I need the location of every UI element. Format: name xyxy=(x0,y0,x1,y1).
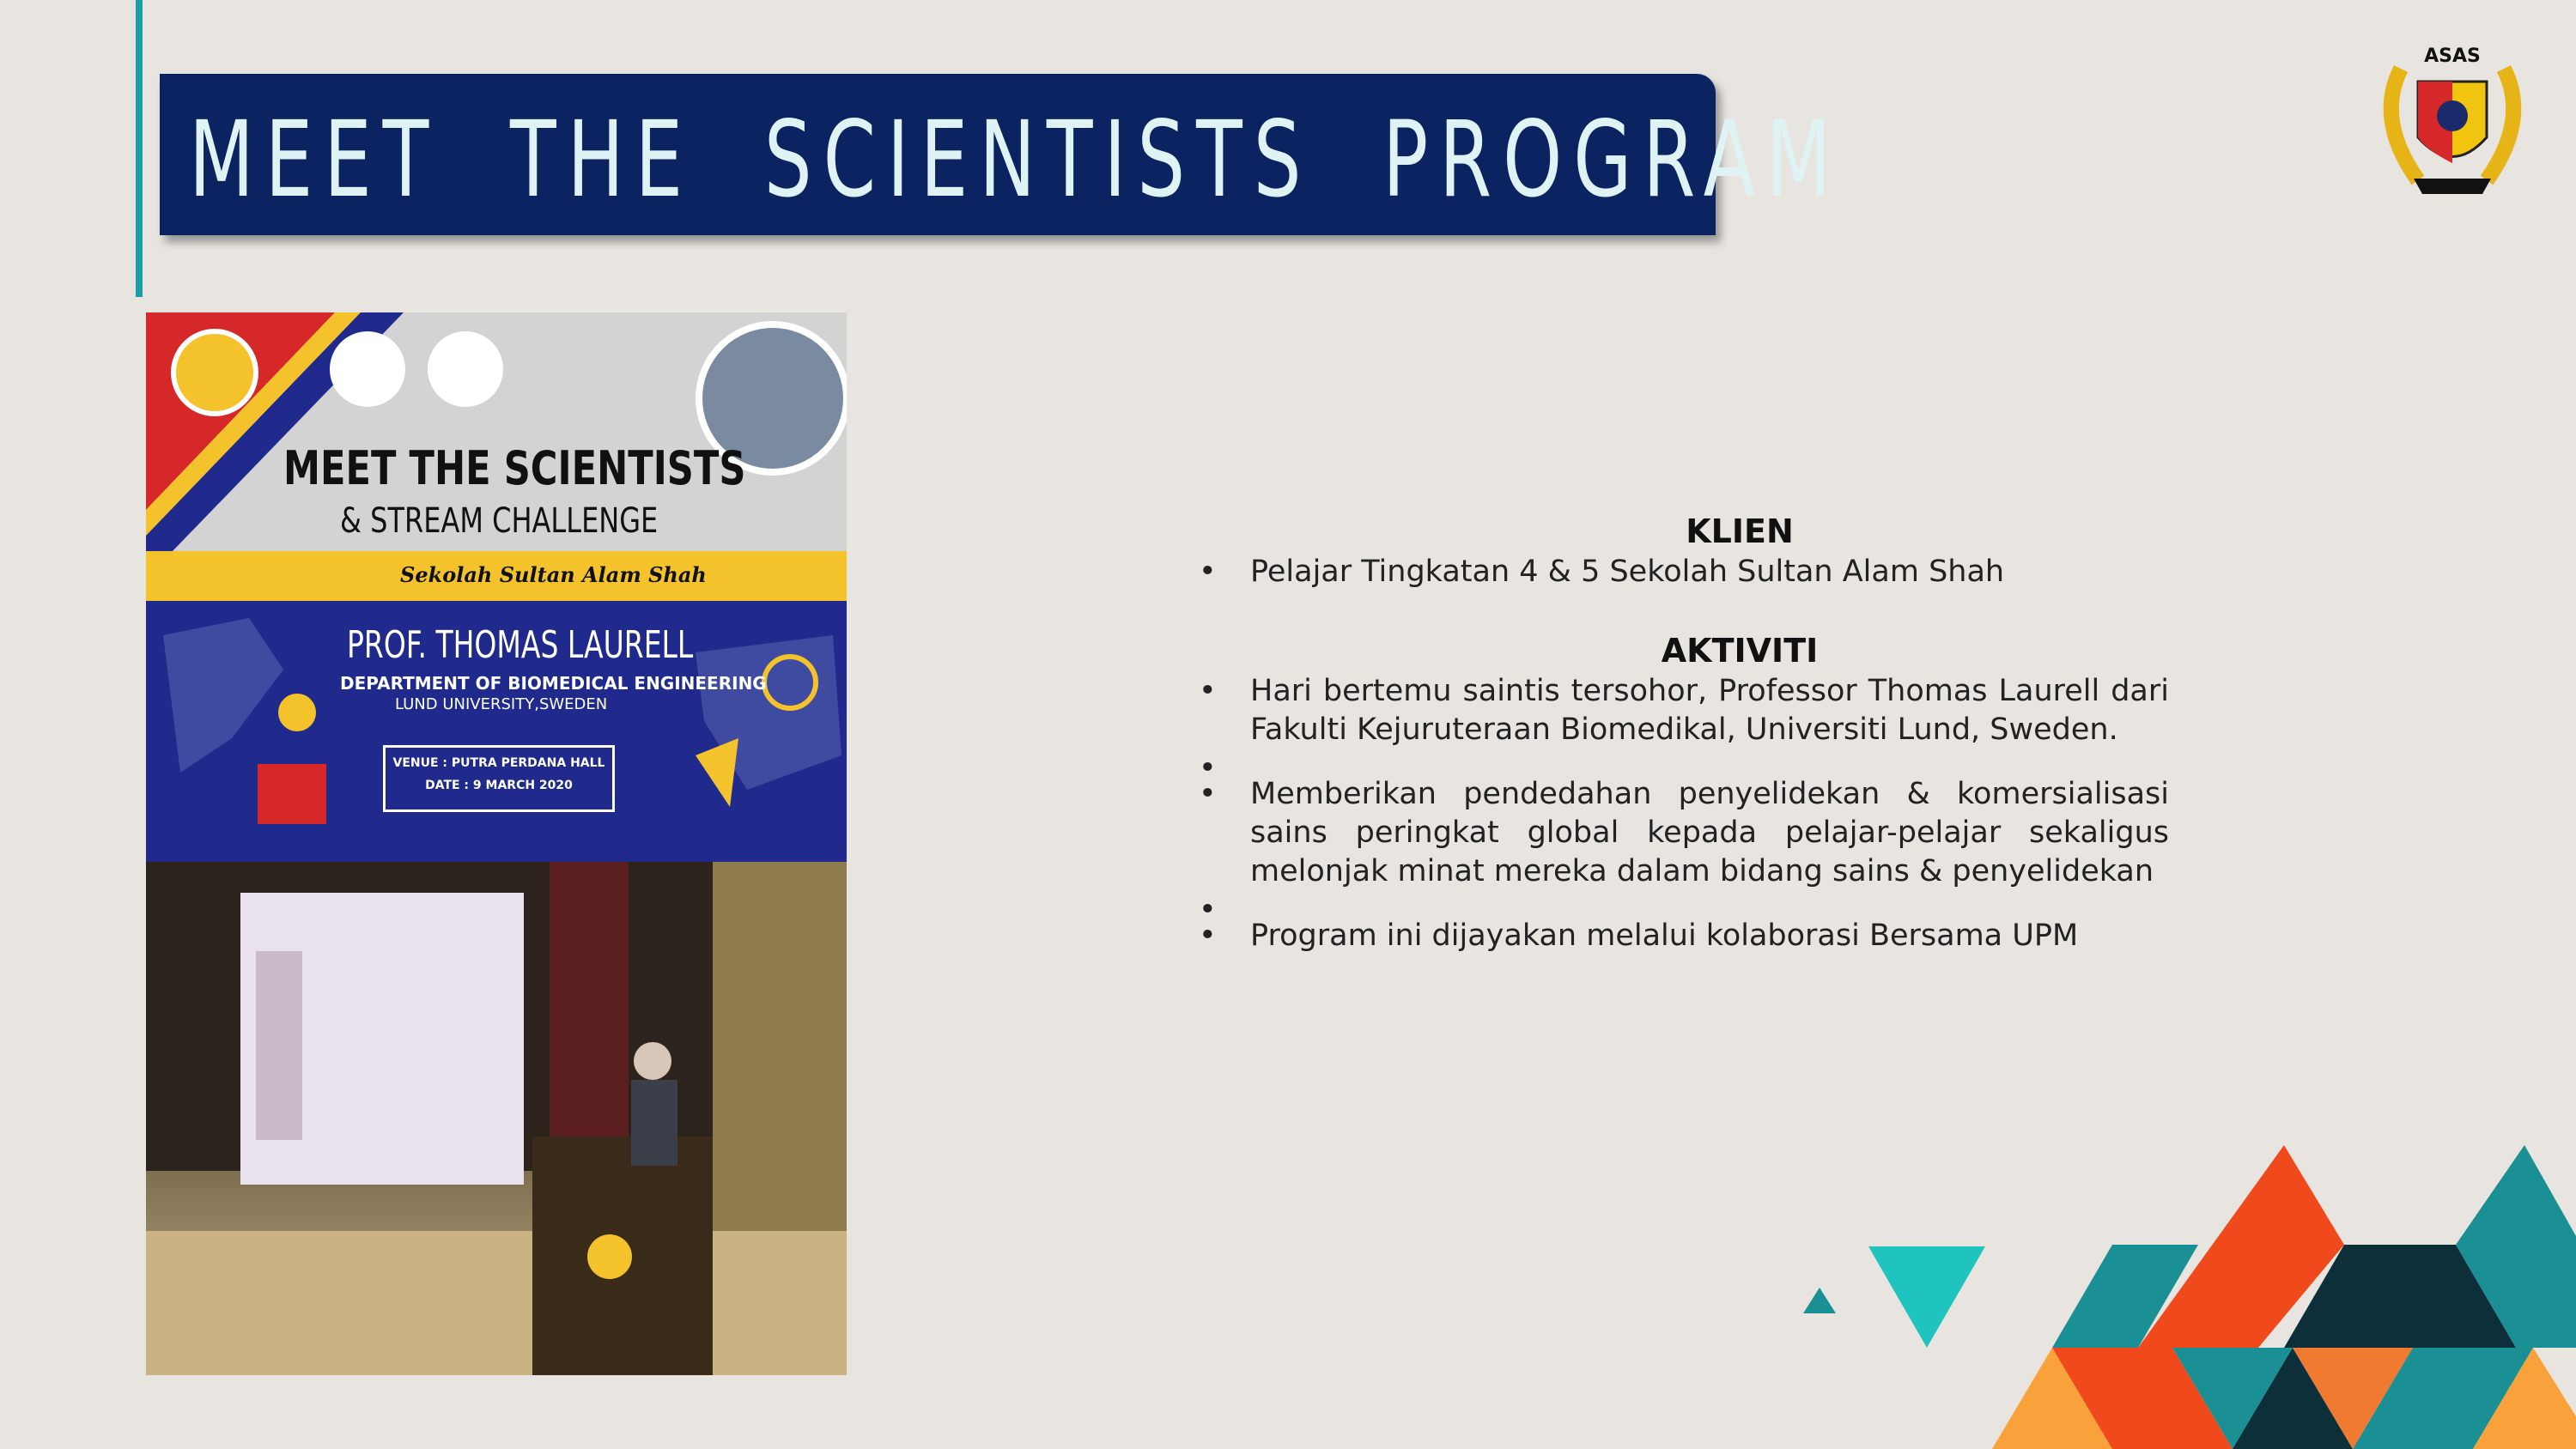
accent-line xyxy=(136,0,143,297)
poster-venue: VENUE : PUTRA PERDANA HALL xyxy=(392,756,605,770)
poster-date: DATE : 9 MARCH 2020 xyxy=(425,779,573,792)
small-teal-triangle xyxy=(1803,1288,1836,1313)
poster-headline: MEET THE SCIENTISTS xyxy=(283,441,746,495)
asas-yayasan-crest-icon xyxy=(2366,34,2538,206)
poster-university: LUND UNIVERSITY,SWEDEN xyxy=(395,695,608,713)
klien-item: • Pelajar Tingkatan 4 & 5 Sekolah Sultan Alam Shah xyxy=(1199,553,2169,591)
aktiviti-item: • Memberikan pendedahan penyelidekan & komersialisasi sains peringkat global kepada pelajar-pelajar sekaligus melonjak minat mereka dalam bidang sains & penyelidekan xyxy=(1199,775,2169,891)
aktiviti-item: • Hari bertemu saintis tersohor, Professor Thomas Laurell dari Fakulti Kejuruteraan Biomedikal, Universiti Lund, Sweden. xyxy=(1199,672,2169,749)
aktiviti-list xyxy=(1199,672,2169,955)
poster-school: Sekolah Sultan Alam Shah xyxy=(400,562,707,587)
teal-triangle xyxy=(1868,1246,1985,1348)
poster-speaker-section xyxy=(146,601,847,862)
poster-speaker: PROF. THOMAS LAURELL xyxy=(347,623,694,667)
svg-text:ASAS: ASAS xyxy=(2424,45,2481,67)
event-photo-collage xyxy=(146,312,847,1375)
content-section xyxy=(1199,510,2169,955)
poster-department: DEPARTMENT OF BIOMEDICAL ENGINEERING xyxy=(340,673,767,694)
title-banner xyxy=(160,74,1843,235)
poster-header xyxy=(146,312,847,551)
aktiviti-heading: AKTIVITI xyxy=(1661,632,1819,670)
page-title: MEET THE SCIENTISTS PROGRAM xyxy=(189,99,1843,221)
klien-list xyxy=(1199,553,2169,591)
aktiviti-item: • Program ini dijayakan melalui kolaborasi Bersama UPM xyxy=(1199,917,2169,955)
poster-venue-box xyxy=(383,745,615,812)
lecture-photo xyxy=(146,862,847,1375)
poster-subheadline: & STREAM CHALLENGE xyxy=(340,501,659,541)
poster-school-bar xyxy=(146,551,847,601)
klien-heading: KLIEN xyxy=(1686,512,1794,550)
